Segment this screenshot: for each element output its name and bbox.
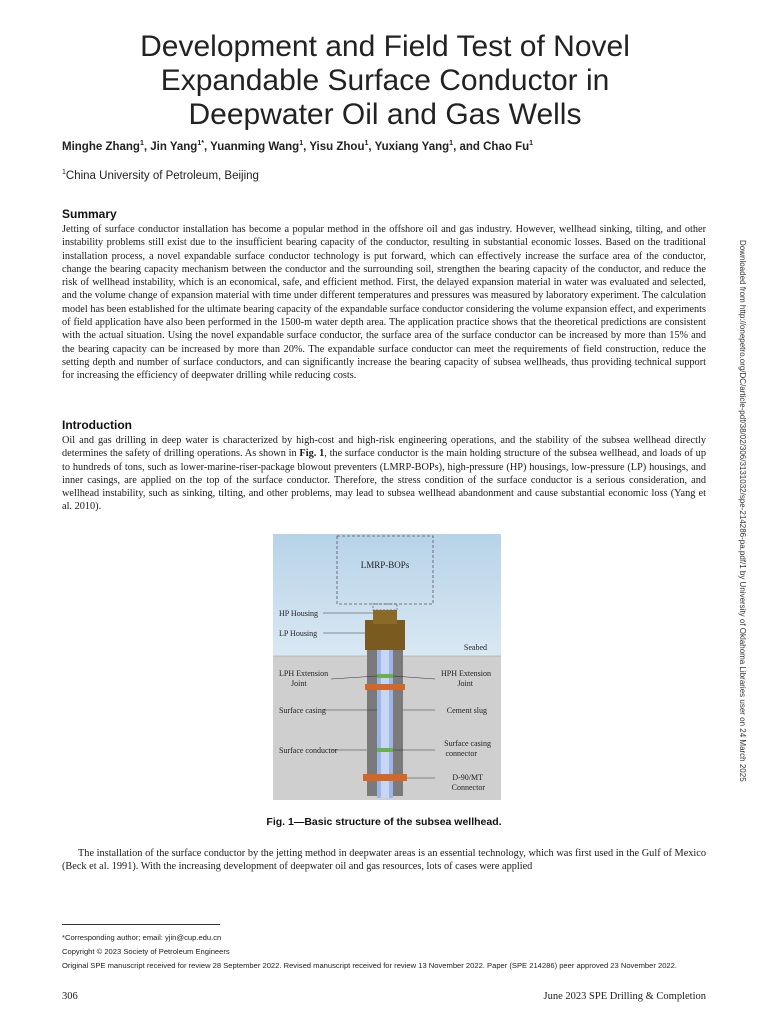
- paper-title: [60, 30, 710, 132]
- page-number: 306: [62, 991, 78, 1002]
- lp-housing: [365, 620, 405, 650]
- author-name: Minghe Zhang: [62, 140, 140, 153]
- label-surface-conductor: Surface conductor: [279, 746, 338, 755]
- author-affil-marker: 1*: [197, 140, 204, 147]
- author-name: Chao Fu: [483, 140, 530, 153]
- download-sidenote-text: Downloaded from http://onepetro.org/DC/article-pdf/38/02/306/3131032/spe-214286-pa.pdf/1 by University of Oklahoma Libraries user on 24 March 2025: [738, 240, 747, 782]
- label-lph-ext-1: LPH Extension: [279, 669, 329, 678]
- author-separator: ,: [143, 140, 148, 153]
- introduction-paragraph-2: The installation of the surface conductor by the jetting method in deepwater areas is an essential technology, which was first used in the Gulf of Mexico (Beck et al. 1991). With the increasing development of deepwater oil and gas resources, lots of cases were applied: [62, 848, 706, 873]
- intro-text: Oil and gas drilling in deep water is characterized by high-cost and high-risk engineering operations, and the stability of the subsea wellhead directly determines the safety of drilling operations. As shown in: [62, 435, 706, 460]
- affiliation-text: China University of Petroleum, Beijing: [65, 169, 259, 182]
- label-hph-ext-2: Joint: [457, 679, 473, 688]
- label-lph-ext-2: Joint: [291, 679, 307, 688]
- affiliation-marker: 1: [62, 169, 66, 176]
- author-list: [62, 140, 533, 153]
- figure-caption: Fig. 1—Basic structure of the subsea wellhead.: [266, 816, 502, 828]
- label-cement-slug: Cement slug: [446, 706, 487, 715]
- wellhead-diagram: [273, 534, 501, 800]
- author-affil-marker: 1: [449, 140, 454, 147]
- extension-joint-ring: [365, 684, 405, 690]
- author-separator: ,: [453, 140, 457, 153]
- label-hph-ext-1: HPH Extension: [441, 669, 491, 678]
- journal-name: June 2023 SPE Drilling & Completion: [543, 991, 706, 1002]
- introduction-paragraph-1: [62, 434, 706, 514]
- summary-paragraph: Jetting of surface conductor installation has become a popular method in the offshore oil and gas industry. However, wellhead sinking, tilting, and other instability problems still exist due to the insufficient bearing capacity of the conductor, resulting in substantial economic losses. Based on the traditional installation process, a novel expandable surface conductor technology is put forward, which can effectively increase the surface area of the conductor, change the bearing capacity mechanism between the conductor and the surrounding soil, strengthen the bearing capacity of the conductor, and reduce the risk of wellhead instability, which is an economical, safe, and efficient method. First, the delayed expansion material in water was evaluated and selected, and the volume change of expansion material with time under different temperatures and pressures was measured by laboratory experiment. The calculation model has been established for the ultimate bearing capacity of the expandable surface conductor considering the volume expansion effect, and experiments of field application have also been performed in the 1500-m water depth area. The application practice shows that the theoretical predictions are consistent with the actual situation. Using the novel expandable surface conductor, the surface area of the surface conductor can be increased by more than 15% and the bearing capacity can be increased by more than 20%. The expandable surface conductor can meet the requirements of field construction, reduce the setting depth and number of surface conductors, and can significantly increase the bearing capacity of subsea wellheads, thus providing technical support for increasing the efficiency of deepwater drilling while reducing costs.: [62, 224, 706, 382]
- footnote-copyright: Copyright © 2023 Society of Petroleum Engineers: [62, 947, 230, 956]
- d90-connector-ring: [363, 774, 407, 781]
- author-separator-and: and: [459, 140, 480, 153]
- footnote-manuscript-history: Original SPE manuscript received for review 28 September 2022. Revised manuscript received for review 13 November 2022. Paper (SPE 214286) peer approved 23 November 2022.: [62, 961, 677, 970]
- title-line-3: Deepwater Oil and Gas Wells: [188, 98, 582, 131]
- figure-reference-link[interactable]: Fig. 1: [299, 448, 325, 460]
- label-seabed: Seabed: [463, 643, 487, 652]
- author-separator: ,: [368, 140, 372, 153]
- hp-housing: [373, 610, 397, 624]
- author-affil-marker: 1: [529, 140, 534, 147]
- label-d90-1: D-90/MT: [452, 773, 483, 782]
- author-name: Jin Yang: [150, 140, 198, 153]
- footnote-corresponding-author: *Corresponding author; email: yjin@cup.edu.cn: [62, 933, 222, 942]
- label-surface-casing: Surface casing: [279, 706, 326, 715]
- author-affil-marker: 1: [139, 140, 144, 147]
- label-d90-2: Connector: [451, 783, 485, 792]
- author-name: Yuanming Wang: [210, 140, 300, 153]
- author-name: Yuxiang Yang: [374, 140, 450, 153]
- footnote-rule: [62, 924, 220, 925]
- author-affil-marker: 1: [364, 140, 369, 147]
- figure-subsea-wellhead: [273, 534, 501, 800]
- summary-heading: Summary: [62, 207, 117, 221]
- inner-bore: [381, 626, 389, 798]
- green-seal-2: [377, 748, 393, 752]
- author-separator: ,: [303, 140, 307, 153]
- author-separator: ,: [203, 140, 208, 153]
- label-lp-housing: LP Housing: [279, 629, 318, 638]
- label-hp-housing: HP Housing: [279, 609, 319, 618]
- title-line-1: Development and Field Test of Novel: [140, 30, 630, 63]
- affiliation: [62, 169, 259, 182]
- label-sc-connector-2: connector: [445, 749, 477, 758]
- label-sc-connector-1: Surface casing: [444, 739, 491, 748]
- intro-text: , the surface conductor is the main holding structure of the subsea wellhead, and loads of up to hundreds of tons, such as lower-marine-riser-package blowout preventers (LMRP-BOPs), high-pressure (HP) housings, low-pressure (LP) housings, and inner casings, are applied on the top of the surface conductor. Therefore, the stress condition of the surface conductor is a serious consideration, and wellhead instability, such as sinking, tilting, and other problems, may lead to subsea wellhead abandonment and cause substantial economic loss (Yang et al. 2010).: [62, 448, 706, 513]
- green-seal-1: [377, 674, 393, 678]
- label-lmrp-bops: LMRP-BOPs: [360, 560, 410, 570]
- download-sidenote: [735, 240, 749, 780]
- introduction-heading: Introduction: [62, 418, 132, 432]
- author-name: Yisu Zhou: [309, 140, 365, 153]
- author-affil-marker: 1: [299, 140, 304, 147]
- title-line-2: Expandable Surface Conductor in: [160, 64, 610, 97]
